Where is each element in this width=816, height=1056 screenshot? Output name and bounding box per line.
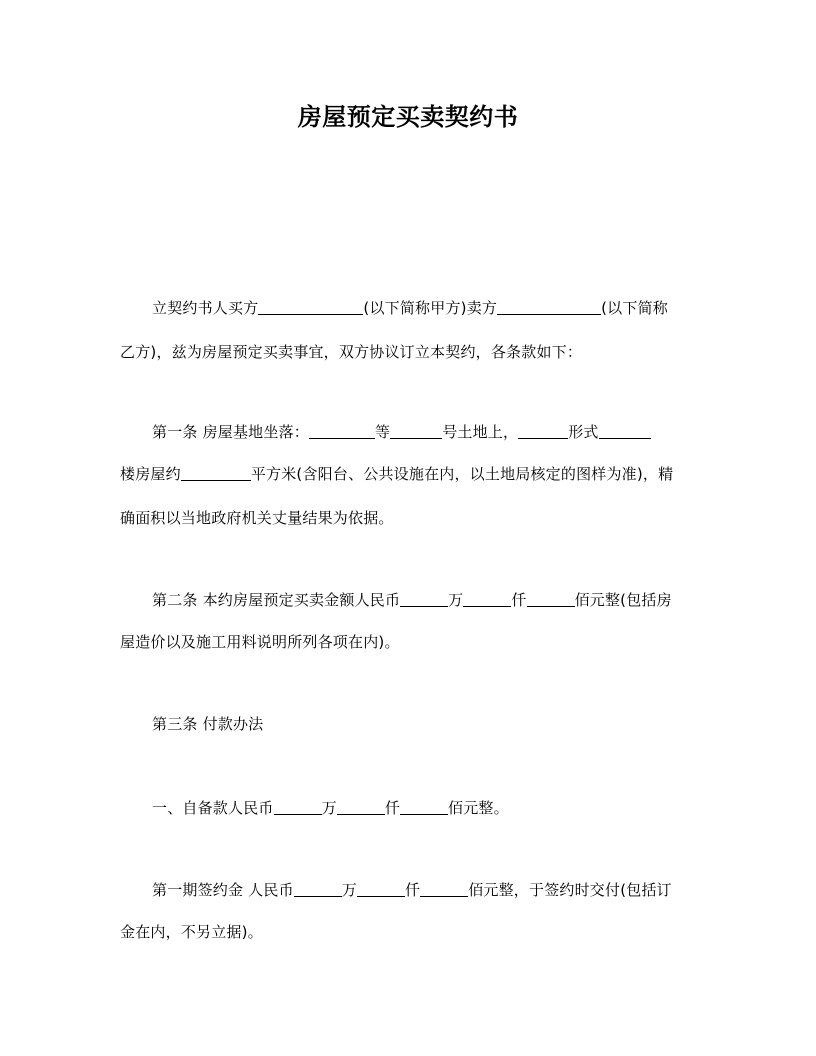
buyer-name-blank [258, 298, 363, 315]
article2-line-2: 屋造价以及施工用料说明所列各项在内)。 [120, 633, 400, 651]
parties-line-2: 乙方)，兹为房屋预定买卖事宜，双方协议订立本契约，各条款如下： [120, 343, 583, 361]
first-payment-bai-text: 佰元整，于签约时交付(包括订 [468, 881, 672, 899]
article2-qian: 仟 [511, 591, 527, 609]
self-funded-line [152, 796, 720, 820]
self-funded-qian-blank [337, 798, 385, 815]
amount-qian-blank [463, 590, 511, 607]
first-payment-qian: 仟 [404, 881, 421, 899]
article2-wan: 万 [448, 591, 464, 609]
amount-wan-blank [400, 590, 448, 607]
floors-blank [599, 422, 651, 439]
seller-name-blank [497, 298, 601, 315]
document-title: 房屋预定买卖契约书 [297, 102, 519, 131]
self-funded-wan: 万 [321, 799, 337, 817]
first-payment-qian-blank [357, 880, 405, 897]
parties-label-tail: (以下简称 [601, 299, 668, 317]
parties-label-buyer: 立契约书人买方 [152, 299, 259, 317]
article1-line-1 [152, 420, 720, 444]
article1-area-text: 平方米(含阳台、公共设施在内，以土地局核定的图样为准)，精 [250, 465, 674, 483]
article2-bai-text: 佰元整(包括房 [574, 591, 672, 609]
self-funded-bai-text: 佰元整。 [448, 799, 509, 817]
article1-location-label: 第一条 房屋基地坐落： [152, 423, 309, 441]
article1-area-label: 楼房屋约 [120, 465, 181, 483]
self-funded-bai-blank [400, 798, 448, 815]
land-number-blank [390, 422, 442, 439]
form-blank [518, 422, 568, 439]
first-payment-bai-blank [420, 880, 468, 897]
first-payment-line-1 [152, 878, 720, 902]
self-funded-qian: 仟 [384, 799, 401, 817]
article1-deng-label: 等 [374, 423, 391, 441]
self-funded-label: 一、自备款人民币 [152, 799, 274, 817]
article2-amount-label: 第二条 本约房屋预定买卖金额人民币 [152, 591, 401, 609]
article1-line-3: 确面积以当地政府机关丈量结果为依据。 [120, 509, 394, 527]
article1-land-label: 号土地上， [442, 423, 519, 441]
first-payment-label: 第一期签约金 人民币 [152, 881, 294, 899]
parties-label-seller: (以下简称甲方)卖方 [363, 299, 498, 317]
article1-line-2 [120, 462, 720, 486]
amount-bai-blank [527, 590, 575, 607]
self-funded-wan-blank [274, 798, 322, 815]
parties-line-1 [152, 296, 720, 320]
article3-heading: 第三条 付款办法 [152, 715, 264, 733]
first-payment-line-2: 金在内，不另立据)。 [120, 923, 263, 941]
article1-form-label: 形式 [568, 423, 599, 441]
article2-line-1 [152, 588, 720, 612]
first-payment-wan: 万 [341, 881, 357, 899]
location-blank [309, 422, 375, 439]
first-payment-wan-blank [294, 880, 342, 897]
area-blank [181, 464, 251, 481]
